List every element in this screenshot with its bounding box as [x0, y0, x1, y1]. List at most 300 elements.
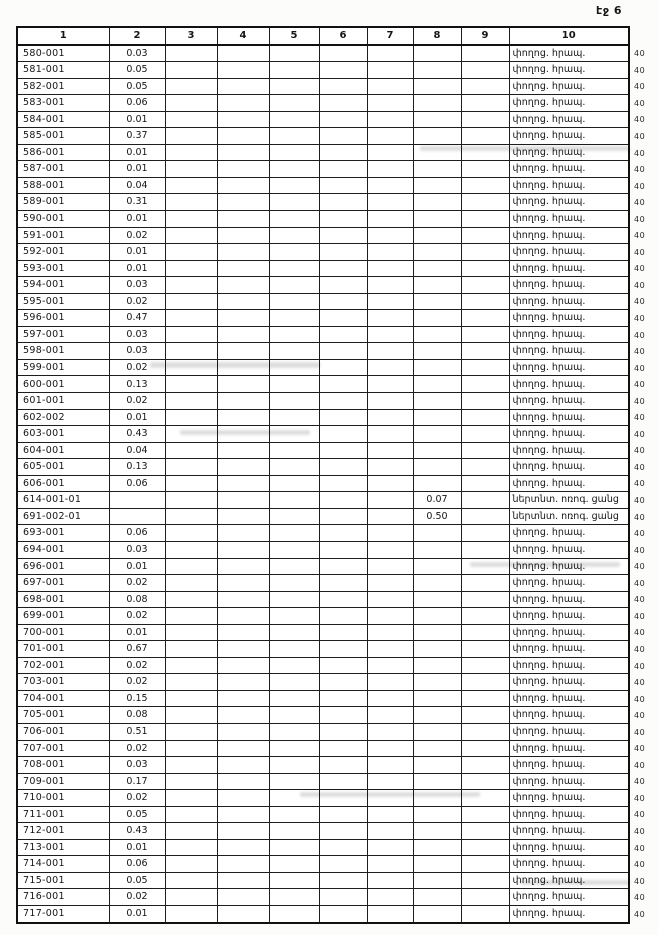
empty-cell: [461, 409, 509, 426]
empty-cell: [165, 161, 217, 178]
empty-cell: [165, 575, 217, 592]
value-cell: 0.01: [109, 144, 165, 161]
empty-cell: [319, 260, 367, 277]
empty-cell: [217, 459, 269, 476]
empty-cell: [367, 128, 413, 145]
table-row: [17, 45, 629, 62]
margin-note: 40: [634, 694, 646, 704]
category-cell: փողոց. հրապ.: [509, 690, 629, 707]
empty-cell: [367, 823, 413, 840]
margin-note: 40: [634, 711, 646, 721]
empty-cell: [319, 459, 367, 476]
empty-cell: [217, 475, 269, 492]
margin-note: 40: [634, 777, 646, 787]
empty-cell: [413, 839, 461, 856]
empty-cell: [269, 624, 319, 641]
empty-cell: [269, 525, 319, 542]
column-header: 5: [269, 27, 319, 45]
empty-cell: [269, 78, 319, 95]
empty-cell: [413, 426, 461, 443]
margin-note: 40: [634, 82, 646, 92]
table-row: [17, 359, 629, 376]
empty-cell: [319, 244, 367, 261]
row-id-cell: 582-001: [17, 78, 109, 95]
row-id-cell: 580-001: [17, 45, 109, 62]
empty-cell: [413, 475, 461, 492]
value-cell: 0.01: [109, 211, 165, 228]
empty-cell: [165, 591, 217, 608]
row-id-cell: 583-001: [17, 95, 109, 112]
empty-cell: [461, 757, 509, 774]
empty-cell: [367, 409, 413, 426]
empty-cell: [319, 111, 367, 128]
empty-cell: [165, 45, 217, 62]
empty-cell: [269, 608, 319, 625]
empty-cell: [367, 541, 413, 558]
value-cell: 0.06: [109, 856, 165, 873]
value-cell: 0.04: [109, 177, 165, 194]
value-cell: 0.01: [109, 111, 165, 128]
value-cell: 0.06: [109, 475, 165, 492]
empty-cell: [461, 657, 509, 674]
empty-cell: [461, 426, 509, 443]
empty-cell: [413, 856, 461, 873]
row-id-cell: 594-001: [17, 277, 109, 294]
row-id-cell: 704-001: [17, 690, 109, 707]
category-cell: փողոց. հրապ.: [509, 426, 629, 443]
empty-cell: [413, 442, 461, 459]
value-cell: 0.13: [109, 459, 165, 476]
empty-cell: [165, 773, 217, 790]
category-cell: փողոց. հրապ.: [509, 475, 629, 492]
empty-cell: [217, 773, 269, 790]
value-cell: 0.01: [109, 905, 165, 922]
table-row: [17, 310, 629, 327]
category-cell: փողոց. հրապ.: [509, 757, 629, 774]
empty-cell: [165, 244, 217, 261]
table-row: [17, 757, 629, 774]
margin-note: 40: [634, 876, 646, 886]
empty-cell: [217, 591, 269, 608]
empty-cell: [367, 78, 413, 95]
empty-cell: [367, 773, 413, 790]
empty-cell: [461, 227, 509, 244]
empty-cell: [319, 310, 367, 327]
empty-cell: [165, 62, 217, 79]
category-cell: փողոց. հրապ.: [509, 442, 629, 459]
empty-cell: [319, 757, 367, 774]
empty-cell: [367, 293, 413, 310]
empty-cell: [461, 773, 509, 790]
empty-cell: [319, 95, 367, 112]
row-id-cell: 597-001: [17, 326, 109, 343]
empty-cell: [165, 293, 217, 310]
margin-note: 40: [634, 826, 646, 836]
empty-cell: [367, 492, 413, 509]
category-cell: ներտնտ. ոռոգ. ցանց: [509, 508, 629, 525]
empty-cell: [319, 45, 367, 62]
empty-cell: [319, 541, 367, 558]
value-cell: 0.02: [109, 674, 165, 691]
empty-cell: [367, 839, 413, 856]
value-cell: 0.43: [109, 426, 165, 443]
empty-cell: [217, 161, 269, 178]
empty-cell: [319, 78, 367, 95]
category-cell: փողոց. հրապ.: [509, 409, 629, 426]
category-cell: փողոց. հրապ.: [509, 541, 629, 558]
category-cell: փողոց. հրապ.: [509, 790, 629, 807]
empty-cell: [217, 707, 269, 724]
empty-cell: [367, 475, 413, 492]
empty-cell: [461, 376, 509, 393]
table-row: [17, 641, 629, 658]
empty-cell: [165, 326, 217, 343]
category-cell: փողոց. հրապ.: [509, 641, 629, 658]
category-cell: փողոց. հրապ.: [509, 161, 629, 178]
value-cell: 0.05: [109, 62, 165, 79]
empty-cell: [461, 608, 509, 625]
value-cell: 0.02: [109, 359, 165, 376]
empty-cell: [165, 889, 217, 906]
category-cell: փողոց. հրապ.: [509, 806, 629, 823]
empty-cell: [109, 492, 165, 509]
empty-cell: [319, 409, 367, 426]
empty-cell: [269, 260, 319, 277]
table-row: [17, 376, 629, 393]
empty-cell: [367, 591, 413, 608]
margin-note: 40: [634, 330, 646, 340]
empty-cell: [413, 62, 461, 79]
category-cell: փողոց. հրապ.: [509, 293, 629, 310]
empty-cell: [217, 244, 269, 261]
empty-cell: [165, 508, 217, 525]
empty-cell: [461, 823, 509, 840]
empty-cell: [367, 608, 413, 625]
empty-cell: [413, 823, 461, 840]
margin-note: 40: [634, 545, 646, 555]
empty-cell: [413, 773, 461, 790]
empty-cell: [217, 78, 269, 95]
empty-cell: [165, 707, 217, 724]
empty-cell: [413, 905, 461, 922]
empty-cell: [319, 277, 367, 294]
value-cell: 0.02: [109, 657, 165, 674]
empty-cell: [269, 889, 319, 906]
empty-cell: [367, 211, 413, 228]
empty-cell: [269, 905, 319, 922]
table-row: [17, 790, 629, 807]
empty-cell: [367, 905, 413, 922]
value-cell: 0.02: [109, 575, 165, 592]
empty-cell: [319, 591, 367, 608]
row-id-cell: 709-001: [17, 773, 109, 790]
row-id-cell: 592-001: [17, 244, 109, 261]
empty-cell: [461, 889, 509, 906]
empty-cell: [165, 657, 217, 674]
empty-cell: [269, 227, 319, 244]
empty-cell: [217, 310, 269, 327]
empty-cell: [367, 624, 413, 641]
page-number: էջ 6: [596, 4, 622, 17]
empty-cell: [269, 790, 319, 807]
category-cell: փողոց. հրապ.: [509, 575, 629, 592]
empty-cell: [461, 459, 509, 476]
empty-cell: [461, 393, 509, 410]
value-cell: 0.03: [109, 343, 165, 360]
value-cell: 0.06: [109, 95, 165, 112]
empty-cell: [109, 508, 165, 525]
empty-cell: [461, 839, 509, 856]
empty-cell: [165, 194, 217, 211]
empty-cell: [461, 95, 509, 112]
empty-cell: [367, 260, 413, 277]
margin-note: 40: [634, 512, 646, 522]
margin-note: 40: [634, 297, 646, 307]
empty-cell: [217, 641, 269, 658]
empty-cell: [367, 641, 413, 658]
row-id-cell: 711-001: [17, 806, 109, 823]
empty-cell: [319, 905, 367, 922]
row-id-cell: 601-001: [17, 393, 109, 410]
empty-cell: [413, 790, 461, 807]
empty-cell: [319, 194, 367, 211]
empty-cell: [319, 376, 367, 393]
category-cell: փողոց. հրապ.: [509, 856, 629, 873]
margin-note: 40: [634, 396, 646, 406]
table-row: [17, 525, 629, 542]
empty-cell: [413, 95, 461, 112]
value-cell: 0.31: [109, 194, 165, 211]
table-row: [17, 442, 629, 459]
empty-cell: [461, 211, 509, 228]
empty-cell: [413, 641, 461, 658]
category-cell: փողոց. հրապ.: [509, 95, 629, 112]
margin-note: 40: [634, 595, 646, 605]
category-cell: փողոց. հրապ.: [509, 674, 629, 691]
empty-cell: [165, 723, 217, 740]
empty-cell: [319, 575, 367, 592]
margin-note: 40: [634, 909, 646, 919]
empty-cell: [319, 293, 367, 310]
empty-cell: [319, 641, 367, 658]
empty-cell: [217, 144, 269, 161]
empty-cell: [165, 856, 217, 873]
empty-cell: [413, 161, 461, 178]
empty-cell: [367, 657, 413, 674]
row-id-cell: 593-001: [17, 260, 109, 277]
value-cell: 0.05: [109, 806, 165, 823]
empty-cell: [367, 343, 413, 360]
empty-cell: [165, 409, 217, 426]
empty-cell: [165, 393, 217, 410]
margin-note: 40: [634, 529, 646, 539]
category-cell: փողոց. հրապ.: [509, 78, 629, 95]
table-row: [17, 690, 629, 707]
margin-note: 40: [634, 744, 646, 754]
row-id-cell: 600-001: [17, 376, 109, 393]
column-header: 2: [109, 27, 165, 45]
value-cell: 0.01: [109, 624, 165, 641]
category-cell: փողոց. հրապ.: [509, 889, 629, 906]
margin-note: 40: [634, 860, 646, 870]
empty-cell: [165, 442, 217, 459]
empty-cell: [413, 310, 461, 327]
margin-note: 40: [634, 214, 646, 224]
empty-cell: [165, 624, 217, 641]
value-cell: 0.13: [109, 376, 165, 393]
empty-cell: [461, 624, 509, 641]
value-cell: 0.05: [109, 78, 165, 95]
category-cell: փողոց. հրապ.: [509, 376, 629, 393]
empty-cell: [165, 641, 217, 658]
empty-cell: [319, 343, 367, 360]
empty-cell: [165, 872, 217, 889]
empty-cell: [217, 806, 269, 823]
value-cell: 0.03: [109, 757, 165, 774]
empty-cell: [367, 575, 413, 592]
empty-cell: [269, 161, 319, 178]
empty-cell: [319, 624, 367, 641]
column-header: 4: [217, 27, 269, 45]
empty-cell: [165, 790, 217, 807]
row-id-cell: 700-001: [17, 624, 109, 641]
empty-cell: [319, 359, 367, 376]
table-row: [17, 144, 629, 161]
margin-note: 40: [634, 562, 646, 572]
row-id-cell: 696-001: [17, 558, 109, 575]
empty-cell: [165, 492, 217, 509]
empty-cell: [217, 409, 269, 426]
empty-cell: [217, 177, 269, 194]
empty-cell: [461, 872, 509, 889]
row-id-cell: 581-001: [17, 62, 109, 79]
empty-cell: [461, 790, 509, 807]
table-row: [17, 657, 629, 674]
category-cell: փողոց. հրապ.: [509, 194, 629, 211]
value-cell: 0.05: [109, 872, 165, 889]
margin-spacer: [634, 26, 645, 46]
table-row: [17, 575, 629, 592]
empty-cell: [319, 492, 367, 509]
category-cell: փողոց. հրապ.: [509, 823, 629, 840]
empty-cell: [269, 872, 319, 889]
table-row: [17, 326, 629, 343]
empty-cell: [319, 227, 367, 244]
margin-note: 40: [634, 429, 646, 439]
empty-cell: [413, 277, 461, 294]
value-cell: 0.01: [109, 558, 165, 575]
empty-cell: [413, 558, 461, 575]
row-id-cell: 697-001: [17, 575, 109, 592]
empty-cell: [165, 823, 217, 840]
table-row: [17, 558, 629, 575]
category-cell: փողոց. հրապ.: [509, 723, 629, 740]
empty-cell: [269, 310, 319, 327]
empty-cell: [165, 475, 217, 492]
empty-cell: [217, 823, 269, 840]
column-header: 6: [319, 27, 367, 45]
row-id-cell: 710-001: [17, 790, 109, 807]
table-row: [17, 426, 629, 443]
table-row: [17, 806, 629, 823]
category-cell: փողոց. հրապ.: [509, 227, 629, 244]
empty-cell: [367, 177, 413, 194]
empty-cell: [367, 723, 413, 740]
category-cell: փողոց. հրապ.: [509, 608, 629, 625]
table-row: [17, 161, 629, 178]
value-cell: 0.08: [109, 707, 165, 724]
empty-cell: [413, 244, 461, 261]
empty-cell: [217, 575, 269, 592]
empty-cell: [413, 177, 461, 194]
empty-cell: [461, 260, 509, 277]
row-id-cell: 588-001: [17, 177, 109, 194]
empty-cell: [269, 326, 319, 343]
row-id-cell: 716-001: [17, 889, 109, 906]
table-row: [17, 508, 629, 525]
empty-cell: [269, 707, 319, 724]
empty-cell: [269, 806, 319, 823]
empty-cell: [269, 409, 319, 426]
empty-cell: [367, 376, 413, 393]
margin-note: 40: [634, 727, 646, 737]
empty-cell: [217, 740, 269, 757]
category-cell: փողոց. հրապ.: [509, 872, 629, 889]
column-header: 1: [17, 27, 109, 45]
table-row: [17, 723, 629, 740]
empty-cell: [217, 674, 269, 691]
empty-cell: [319, 475, 367, 492]
empty-cell: [269, 773, 319, 790]
empty-cell: [319, 657, 367, 674]
value-cell: 0.01: [109, 260, 165, 277]
row-id-cell: 702-001: [17, 657, 109, 674]
empty-cell: [217, 757, 269, 774]
row-id-cell: 595-001: [17, 293, 109, 310]
empty-cell: [461, 525, 509, 542]
empty-cell: [413, 194, 461, 211]
empty-cell: [461, 293, 509, 310]
margin-note: 40: [634, 98, 646, 108]
empty-cell: [217, 260, 269, 277]
empty-cell: [413, 707, 461, 724]
column-header: 8: [413, 27, 461, 45]
empty-cell: [367, 45, 413, 62]
category-cell: փողոց. հրապ.: [509, 905, 629, 922]
margin-note: 40: [634, 446, 646, 456]
empty-cell: [367, 161, 413, 178]
empty-cell: [165, 525, 217, 542]
empty-cell: [319, 508, 367, 525]
empty-cell: [269, 293, 319, 310]
empty-cell: [319, 674, 367, 691]
table-row: [17, 409, 629, 426]
row-id-cell: 693-001: [17, 525, 109, 542]
empty-cell: [319, 823, 367, 840]
empty-cell: [165, 426, 217, 443]
margin-note: 40: [634, 793, 646, 803]
empty-cell: [367, 889, 413, 906]
row-id-cell: 587-001: [17, 161, 109, 178]
empty-cell: [217, 856, 269, 873]
empty-cell: [461, 541, 509, 558]
empty-cell: [217, 525, 269, 542]
empty-cell: [269, 740, 319, 757]
empty-cell: [461, 244, 509, 261]
value-cell: 0.51: [109, 723, 165, 740]
margin-note: 40: [634, 462, 646, 472]
empty-cell: [413, 359, 461, 376]
